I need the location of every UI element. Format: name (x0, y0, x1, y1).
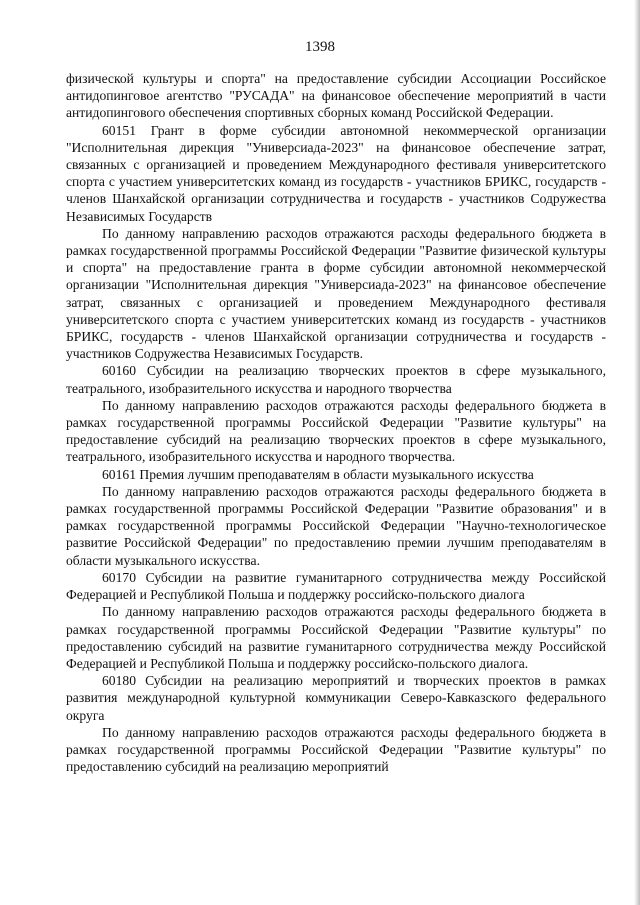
page-number: 1398 (305, 39, 335, 55)
paragraph-continuation: физической культуры и спорта" на предоставление субсидии Ассоциации Российское антидопинговое агентство "РУСАДА" на финансовое обеспечение мероприятий в части антидопингового обеспечения спортивных сборных команд Российской Федерации. (66, 71, 606, 121)
section-heading-60170: 60170 Субсидии на развитие гуманитарного сотрудничества между Российской Федерацией и Республикой Польша и поддержку российско-польского диалога (66, 569, 606, 603)
body-paragraph: По данному направлению расходов отражаются расходы федерального бюджета в рамках государственной программы Российской Федерации "Развитие физической культуры и спорта" на предоставление гранта в форме субсидии автономной некоммерческой организации "Исполнительная дирекция "Универсиада-2023" на финансовое обеспечение затрат, связанных с организацией и проведением Международного фестиваля университетского спорта с участием университетских команд из государств - участников БРИКС, государств - членов Шанхайской организации сотрудничества и государств - участников Содружества Независимых Государств. (66, 225, 606, 362)
section-heading-60180: 60180 Субсидии на реализацию мероприятий и творческих проектов в рамках развития международной культурной коммуникации Северо-Кавказского федерального округа (66, 673, 606, 723)
body-paragraph: По данному направлению расходов отражаются расходы федерального бюджета в рамках государственной программы Российской Федерации "Развитие культуры" по предоставлению субсидий на развитие гуманитарного сотрудничества между Российской Федерацией и Республикой Польша и поддержку российско-польского диалога. (66, 604, 606, 671)
section-heading-60151: 60151 Грант в форме субсидии автономной некоммерческой организации "Исполнительная дирекция "Универсиада-2023" на финансовое обеспечение затрат, связанных с организацией и проведением Международного фестиваля университетского спорта с участием университетских команд из государств - участников БРИКС, государств - членов Шанхайской организации сотрудничества и государств - участников Содружества Независимых Государств (66, 122, 606, 224)
body-paragraph: По данному направлению расходов отражаются расходы федерального бюджета в рамках государственной программы Российской Федерации "Развитие культуры" на предоставление субсидий на реализацию творческих проектов в сфере музыкального, театрального, изобразительного искусства и народного творчества. (66, 397, 606, 465)
document-body (66, 70, 606, 775)
scan-edge-shadow (634, 0, 640, 905)
body-paragraph: По данному направлению расходов отражаются расходы федерального бюджета в рамках государственной программы Российской Федерации "Развитие культуры" по предоставлению субсидий на реализацию мероприятий (66, 724, 606, 775)
section-heading-60161: 60161 Премия лучшим преподавателям в области музыкального искусства (102, 466, 534, 482)
section-heading-60160: 60160 Субсидии на реализацию творческих проектов в сфере музыкального, театрального, изобразительного искусства и народного творчества (66, 363, 606, 396)
body-paragraph: По данному направлению расходов отражаются расходы федерального бюджета в рамках государственной программы Российской Федерации "Развитие образования" и в рамках государственной программы Российской Федерации "Научно-технологическое развитие Российской Федерации" по предоставлению премии лучшим преподавателям в области музыкального искусства. (66, 483, 606, 568)
